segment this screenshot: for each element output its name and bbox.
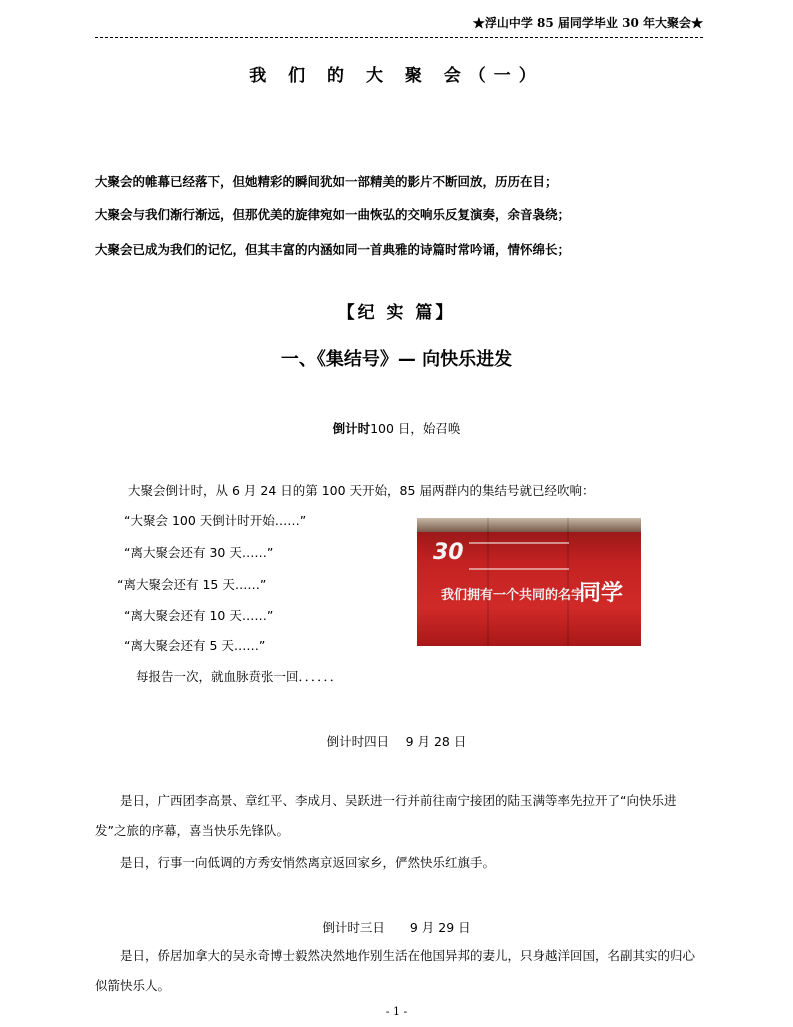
banner-org-text — [469, 542, 569, 570]
page-title: 我 们 的 大 聚 会（一） — [249, 66, 544, 86]
paragraph-day3: 是日，侨居加拿大的吴永奇博士毅然决然地作别生活在他国异邦的妻儿，只身越洋回国，名副其实的归心似箭快乐人。 — [95, 948, 696, 993]
quote-15: “离大聚会还有 15 天……” — [117, 577, 267, 592]
section-title: 【纪 实 篇】 — [337, 303, 456, 323]
page-number: - 1 - — [385, 1005, 408, 1018]
chapter-title: 一、《集结号》— 向快乐进发 — [280, 349, 513, 370]
quote-5: “离大聚会还有 5 天……” — [124, 638, 266, 653]
reunion-banner-photo — [417, 518, 641, 646]
paragraph-day4-b: 是日，行事一向低调的方秀安悄然离京返回家乡，俨然快乐红旗手。 — [120, 855, 496, 870]
quote-100: “大聚会 100 天倒计时开始……” — [124, 513, 307, 528]
intro-line-3: 大聚会已成为我们的记忆，但其丰富的内涵如同一首典雅的诗篇时常吟诵，情怀绵长； — [95, 242, 571, 257]
intro-line-2: 大聚会与我们渐行渐远，但那优美的旋律宛如一曲恢弘的交响乐反复演奏，余音袅绕； — [95, 207, 571, 222]
banner-fold — [487, 518, 489, 646]
countdown-100-rest: 100 日，始召唤 — [370, 421, 461, 436]
quote-10: “离大聚会还有 10 天……” — [124, 608, 274, 623]
countdown-100-bold: 倒计时 — [332, 421, 371, 436]
quote-30: “离大聚会还有 30 天……” — [124, 545, 274, 560]
countdown-100-heading — [0, 419, 793, 437]
banner-fold — [567, 518, 569, 646]
banner-slogan: 我们拥有一个共同的名字 — [441, 588, 585, 603]
running-header: ★浮山中学 85 届同学毕业 30 年大聚会★ — [472, 16, 703, 30]
anniversary-logo: 30 — [433, 540, 464, 565]
intro-line-1: 大聚会的帷幕已经落下，但她精彩的瞬间犹如一部精美的影片不断回放，历历在目； — [95, 174, 558, 189]
report-line: 每报告一次，就血脉贲张一回．．．．．． — [136, 669, 343, 684]
banner-slogan-big: 同学 — [579, 581, 624, 606]
paragraph-day4-a: 是日，广西团李高景、章红平、李成月、吴跃进一行并前往南宁接团的陆玉满等率先拉开了“向快乐进发”之旅的序幕，喜当快乐先锋队。 — [95, 793, 677, 838]
countdown-intro: 大聚会倒计时，从 6 月 24 日的第 100 天开始，85 届两群内的集结号就已经吹响： — [128, 483, 595, 498]
header-divider — [95, 37, 703, 38]
photo-ceiling — [417, 518, 641, 532]
countdown-4-heading: 倒计时四日 9 月 28 日 — [326, 734, 467, 749]
countdown-3-heading: 倒计时三日 9 月 29 日 — [322, 920, 471, 935]
